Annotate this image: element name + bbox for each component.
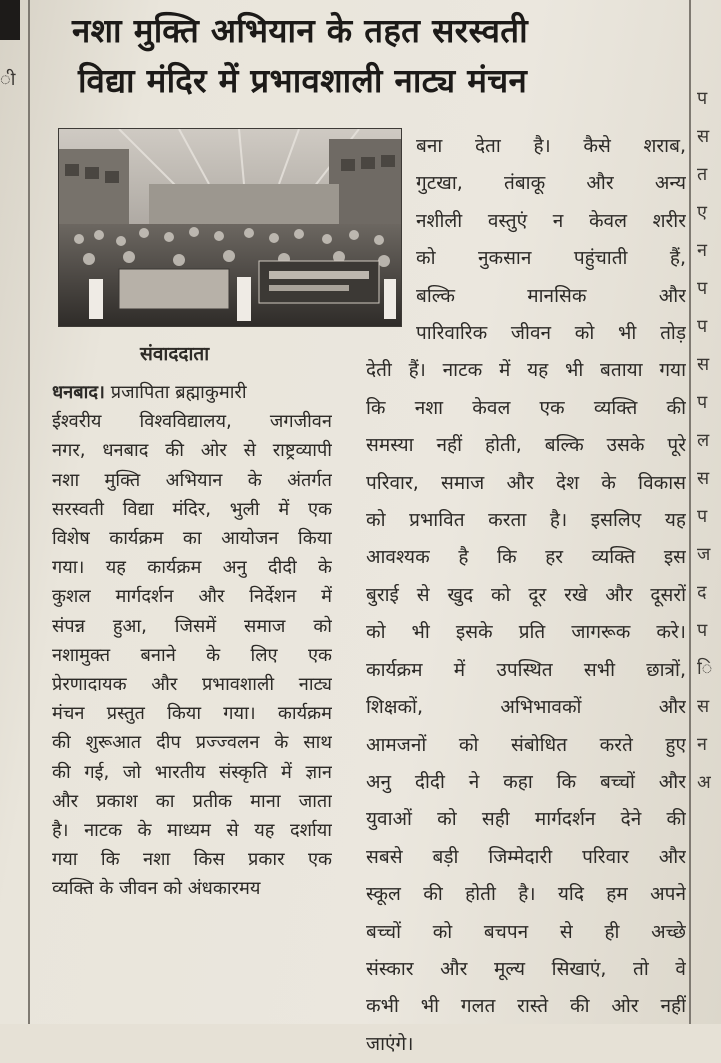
article-line: संस्कार और मूल्य सिखाएं, तो वे xyxy=(366,957,686,980)
article-line: मंचन प्रस्तुत किया गया। कार्यक्रम xyxy=(52,703,332,725)
adjacent-text-fragment: स xyxy=(697,354,710,375)
adjacent-text-fragment: प xyxy=(697,506,708,527)
adjacent-text-fragment: स xyxy=(697,126,710,147)
article-line: सरस्वती विद्या मंदिर, भुली में एक xyxy=(52,498,332,520)
adjacent-text-fragment: ी xyxy=(0,69,16,90)
adjacent-text-fragment: प xyxy=(697,88,708,109)
event-photo-drawing xyxy=(59,129,401,326)
article-line: बच्चों को बचपन से ही अच्छे xyxy=(366,920,686,943)
article-line: ईश्वरीय विश्वविद्यालय, जगजीवन xyxy=(52,411,332,433)
adjacent-text-fragment: अ xyxy=(697,772,711,793)
article-line: सबसे बड़ी जिम्मेदारी परिवार और xyxy=(366,845,686,868)
article-column-right xyxy=(366,128,686,1063)
article-line: अनु दीदी ने कहा कि बच्चों और xyxy=(366,770,686,793)
adjacent-text-fragment: ि xyxy=(697,658,713,679)
article-line: बल्कि मानसिक और xyxy=(416,284,686,307)
article-line: नशा मुक्ति अभियान के अंतर्गत xyxy=(52,469,332,491)
article-line: स्कूल की होती है। यदि हम अपने xyxy=(366,883,686,906)
event-photo xyxy=(58,128,402,327)
article-line: की गई, जो भारतीय संस्कृति में ज्ञान xyxy=(52,761,332,783)
adjacent-text-fragment: त xyxy=(697,164,708,185)
article-line: गुटखा, तंबाकू और अन्य xyxy=(416,172,686,195)
column-rule-right xyxy=(689,0,691,1024)
byline: संवाददाता xyxy=(140,343,210,365)
article-line: समस्या नहीं होती, बल्कि उसके पूरे xyxy=(366,434,686,457)
article-line: है। नाटक के माध्यम से यह दर्शाया xyxy=(52,820,332,842)
adjacent-text-fragment: ज xyxy=(697,544,711,565)
article-line: जाएंगे। xyxy=(366,1032,414,1055)
adjacent-text-fragment: द xyxy=(697,582,707,603)
article-line: आमजनों को संबोधित करते हुए xyxy=(366,733,686,756)
adjacent-text-fragment: प xyxy=(697,316,708,337)
article-line: को नुकसान पहुंचाती हैं, xyxy=(416,247,686,270)
article-line: नगर, धनबाद की ओर से राष्ट्रव्यापी xyxy=(52,440,332,462)
article-line: विशेष कार्यक्रम का आयोजन किया xyxy=(52,528,332,550)
article-line: को प्रभावित करता है। इसलिए यह xyxy=(366,509,686,532)
article-column-left xyxy=(52,378,332,904)
adjacent-text-fragment: प xyxy=(697,278,708,299)
adjacent-text-fragment: ए xyxy=(697,202,707,223)
article-headline xyxy=(72,6,682,106)
article-line: परिवार, समाज और देश के विकास xyxy=(366,471,686,494)
adjacent-text-fragment: स xyxy=(697,468,710,489)
headline-line-1: नशा मुक्ति अभियान के तहत सरस्वती xyxy=(72,11,528,50)
column-rule-left xyxy=(28,0,30,1024)
adjacent-text-fragment: प xyxy=(697,392,708,413)
article-line: शिक्षकों, अभिभावकों और xyxy=(366,696,686,719)
article-line-text: प्रजापिता ब्रह्माकुमारी xyxy=(110,382,247,403)
article-line: व्यक्ति के जीवन को अंधकारमय xyxy=(52,878,261,900)
adjacent-text-fragment: न xyxy=(697,240,707,261)
article-line: बुराई से खुद को दूर रखे और दूसरों xyxy=(366,583,686,606)
adjacent-text-fragment: ल xyxy=(697,430,710,451)
adjacent-image-edge xyxy=(0,0,20,40)
adjacent-text-fragment: स xyxy=(697,696,710,717)
article-line: कि नशा केवल एक व्यक्ति की xyxy=(366,396,686,419)
adjacent-text-fragment: प xyxy=(697,620,708,641)
article-line: कार्यक्रम में उपस्थित सभी छात्रों, xyxy=(366,658,686,681)
article-line: की शुरूआत दीप प्रज्ज्वलन के साथ xyxy=(52,732,332,754)
article-line: संपन्न हुआ, जिसमें समाज को xyxy=(52,615,332,637)
headline-line-2: विद्या मंदिर में प्रभावशाली नाट्य मंचन xyxy=(78,61,528,100)
article-line: प्रेरणादायक और प्रभावशाली नाट्य xyxy=(52,674,332,696)
article-line: बना देता है। कैसे शराब, xyxy=(416,135,686,157)
adjacent-column-right xyxy=(697,80,721,802)
article-line: नशामुक्त बनाने के लिए एक xyxy=(52,644,332,666)
article-line: आवश्यक है कि हर व्यक्ति इस xyxy=(366,546,686,569)
article-line: को भी इसके प्रति जागरूक करे। xyxy=(366,621,686,644)
article-line: कभी भी गलत रास्ते की ओर नहीं xyxy=(366,995,686,1018)
article-line: और प्रकाश का प्रतीक माना जाता xyxy=(52,790,332,812)
article-line xyxy=(52,378,332,407)
article-line: गया। यह कार्यक्रम अनु दीदी के xyxy=(52,557,332,579)
dateline: धनबाद। xyxy=(52,382,105,403)
article-line: नशीली वस्तुएं न केवल शरीर xyxy=(416,209,686,232)
article-line: गया कि नशा किस प्रकार एक xyxy=(52,849,332,871)
article-line: पारिवारिक जीवन को भी तोड़ xyxy=(416,322,686,345)
article-line: कुशल मार्गदर्शन और निर्देशन में xyxy=(52,586,332,608)
adjacent-column-left xyxy=(0,60,24,100)
article-line: युवाओं को सही मार्गदर्शन देने की xyxy=(366,808,686,831)
adjacent-text-fragment: न xyxy=(697,734,707,755)
article-line: देती हैं। नाटक में यह भी बताया गया xyxy=(366,359,686,382)
